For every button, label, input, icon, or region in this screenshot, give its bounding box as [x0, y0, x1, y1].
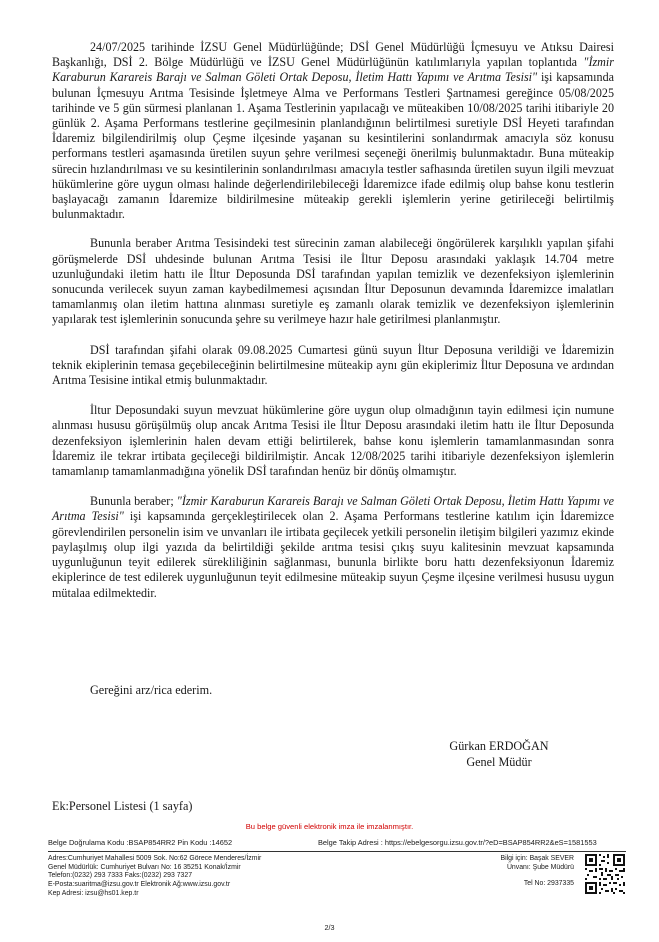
paragraph-1 — [52, 40, 614, 222]
paragraph-3: DSİ tarafından şifahi olarak 09.08.2025 Cumartesi günü suyun İltur Deposuna verildiği ve İdaremizin teknik ekiplerinin temasa geçebileceğinin belirtilmesine müteakip aynı gün ekiplerimiz İltur Deposuna ve ardından Arıtma Tesisine intikal etmiş bulunmaktadır. — [52, 342, 614, 388]
paragraph-5-start: Bununla beraber; — [90, 494, 177, 509]
paragraph-5 — [52, 494, 614, 600]
footer-contact-person — [450, 855, 574, 889]
footer-hq: Genel Müdürlük: Cumhuriyet Bulvarı No: 16 35251 Konak/İzmir — [48, 863, 241, 871]
signatory-name: Gürkan ERDOĞAN — [449, 739, 549, 753]
paragraph-4: İltur Deposundaki suyun mevzuat hükümlerine göre uygun olup olmadığının tayin edilmesi için numune alınması hususu görüşülmüş olup ancak Arıtma Tesisi ile İltur Deposu arasındaki iletim hattı ile İltur Deposunda dezenfeksiyon işlemlerinin halen devam ettiği belirtilerek, bahse konu işlemlerin tamamlanmasından sonra İdaremiz ile tekrar irtibata geçileceği bildirilmiştir. Ancak 12/08/2025 tarihi itibariyle dezenfeksiyon işlemlerin tamamlanıp tamamlanmadığına yönelik DSİ tarafından henüz bir dönüş olmamıştır. — [52, 403, 614, 479]
esign-notice: Bu belge güvenli elektronik imza ile imzalanmıştır. — [245, 822, 414, 831]
paragraph-1-rest: işi kapsamında bulunan İçmesuyu Arıtma Tesisinde İşletmeye Alma ve Performans Testleri Şartnamesi gereğince 05/08/2025 tarihinde ve 5 gün sürmesi planlanan 1. Aşama Testlerinin yapılacağı ve müteakiben 10/08/2025 tarihi itibariyle 20 günlük 2. Aşama Performans testlerine geçilmesinin planlandığının belirtilmesi suretiyle DSİ Heyeti tarafından İdaremiz bilgilendirilmiş olup Çeşme ilçesinde yaşanan su kesintilerini sonlandırmak amacıyla söz konusu performans testleri aşamasında üretilen suyun şehre verilmesi seçeneği önerilmiş bulunmaktadır. Buna müteakip sürecin hızlandırılması ve su kesintilerinin sonlandırılması amacıyla testler safhasında üretilen suyun ilgili mevzuat hükümlerine göre uygun olması halinde değerlendirilebileceği İdaremizce ifade edilmiş olup bahse konu testlerin başlayacağı zamanın İdaremize bildirilmesine müteakip gerekli işlemlerin yerine getirileceği belirtilmiş bulunmaktadır. — [52, 70, 614, 222]
footer-kep: Kep Adresi: izsu@hs01.kep.tr — [48, 889, 139, 897]
project-name-italic-2: "İzmir Karaburun Karareis Barajı ve Salman Göleti Ortak Deposu, İletim Hattı Yapımı ve Arıtma Tesisi" — [52, 494, 614, 524]
paragraph-5-rest: işi kapsamında gerçekleştirilecek olan 2. Aşama Performans testlerine katılım için İdaremizce görevlendirilen personelin isim ve unvanları ile irtibata geçilecek yetkili personelin iletişim bilgileri yazımız ekinde paylaşılmış olup ilgi yazıda da belirtildiği şekilde arıtma tesisi çıkış suyu kalitesinin mevzuat kapsamında uygunluğunun teyit edilerek sürekliliğinin sağlanması, bununla birlikte boru hattı dezenfeksiyonun İdaremiz ekiplerince de test edilerek uygunluğunun teyit edilmesine müteakip suyun Çeşme ilçesine verilmesi hususu uygun mütalaa edilmektedir. — [52, 509, 614, 600]
footer-tel: Tel No: 2937335 — [523, 880, 574, 888]
attachment-note: Ek:Personel Listesi (1 sayfa) — [52, 799, 193, 813]
footer-unvan: Ünvanı: Şube Müdürü — [506, 863, 574, 871]
footer-info: Bilgi için: Başak SEVER — [500, 855, 574, 862]
footer-phone: Telefon:(0232) 293 7333 Faks:(0232) 293 7327 — [48, 872, 193, 880]
verification-url[interactable]: Belge Takip Adresi : https://ebelgesorgu.izsu.gov.tr/?eD=BSAP854RR2&eS=1581553 — [318, 838, 597, 847]
verification-code: Belge Doğrulama Kodu :BSAP854RR2 Pin Kodu :14652 — [48, 838, 233, 847]
qr-code-icon — [584, 853, 626, 895]
footer-address: Adres:Cumhuriyet Mahallesi 5009 Sok. No:62 Görece Menderes/İzmir — [48, 855, 262, 862]
letter-body — [52, 40, 614, 618]
paragraph-2: Bununla beraber Arıtma Tesisindeki test sürecinin zaman alabileceği öngörülerek karşılıklı yapılan şifahi görüşmelerde DSİ uhdesinde bulunan Arıtma Tesisi ile İltur Deposu arasındaki yaklaşık 14.704 metre uzunluğundaki iletim hattı ile İltur Deposunda DSİ tarafından yapılan temizlik ve dezenfeksiyon işlemlerinin sonucunda verilecek suyun zaman kaybedilmemesi açısından İltur Deposunun devamında İdaremizce imalatları tamamlanmış olan iletim hattına alınması suretiyle eş zamanlı olarak temizlik ve dezenfeksiyon işlemlerinin yapılarak test işlemlerinin sonucunda şehre su verilmeye hazır hale getirilmesi planlanmıştır. — [52, 236, 614, 327]
signatory-title: Genel Müdür — [466, 755, 532, 769]
project-name-italic: "İzmir Karaburun Karareis Barajı ve Salman Göleti Ortak Deposu, İletim Hattı Yapımı ve Arıtma Tesisi" — [52, 55, 614, 85]
paragraph-1-start: 24/07/2025 tarihinde İZSU Genel Müdürlüğünde; DSİ Genel Müdürlüğü İçmesuyu ve Atıksu Dairesi Başkanlığı, DSİ 2. Bölge Müdürlüğü ve İZSU Genel Müdürlüğünün katılımlarıyla yapılan toplantıda — [52, 40, 614, 70]
closing-line: Gereğini arz/rica ederim. — [90, 683, 213, 697]
footer-email[interactable]: E-Posta:suaritma@izsu.gov.tr Elektronik Ağ:www.izsu.gov.tr — [48, 881, 231, 889]
page-number: 2/3 — [324, 923, 335, 932]
footer-contact — [48, 855, 261, 899]
signature-block — [434, 738, 564, 770]
footer-divider — [48, 851, 626, 852]
